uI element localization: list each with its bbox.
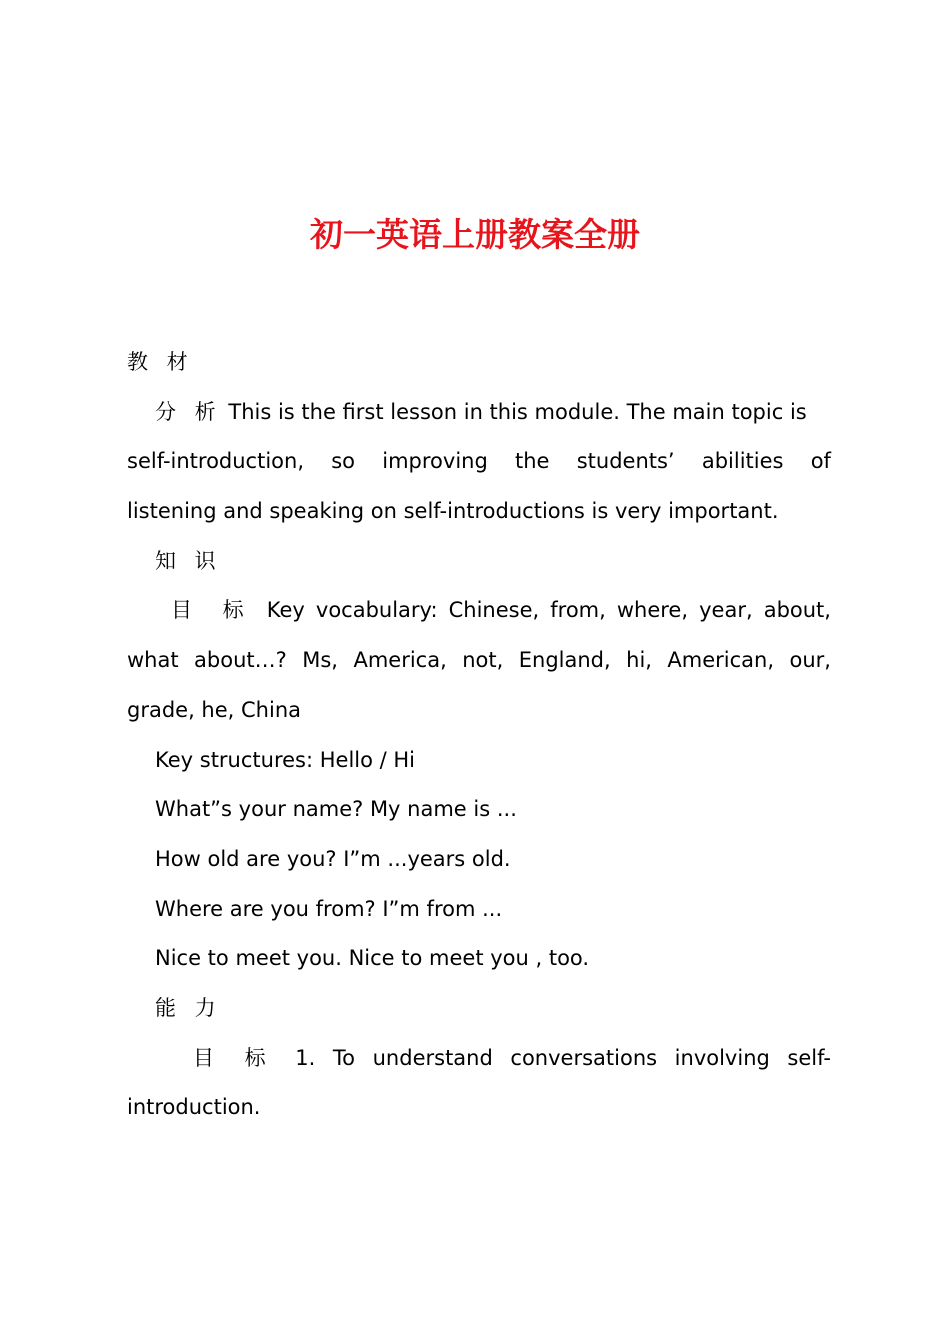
document-body (127, 338, 831, 1133)
teaching-material-label: 教 材 (127, 350, 194, 374)
knowledge-label: 知 识 (155, 548, 222, 573)
structure-line-3: How old are you? I”m ...years old. (155, 846, 511, 871)
word: about…? (194, 648, 287, 673)
word: understand (372, 1045, 493, 1070)
word: hi, (626, 648, 652, 673)
structure-line-4: Where are you from? I”m from ... (155, 896, 503, 921)
word: 1. (295, 1045, 316, 1070)
analysis-text-1: This is the first lesson in this module. The main topic is (228, 399, 807, 424)
analysis-line-1 (127, 388, 831, 438)
analysis-line-2 (127, 437, 831, 487)
word: self-introduction, (127, 449, 305, 474)
goal-label: 目 标 (171, 598, 256, 623)
word: self- (787, 1045, 831, 1070)
word: conversations (510, 1045, 658, 1070)
vocab-line-1 (127, 586, 831, 636)
word: about, (763, 598, 831, 623)
ability-label: 能 力 (155, 995, 222, 1020)
vocab-line-3: grade, he, China (127, 697, 301, 722)
word: Key (266, 598, 305, 623)
vocab-line-2 (127, 636, 831, 686)
word: not, (462, 648, 504, 673)
structure-line-2: What”s your name? My name is ... (155, 797, 517, 822)
word: from, (550, 598, 606, 623)
word: America, (353, 648, 447, 673)
word: Chinese, (448, 598, 540, 623)
word: where, (616, 598, 689, 623)
word: vocabulary: (315, 598, 438, 623)
word: students’ (576, 449, 675, 474)
word: the (515, 449, 550, 474)
structure-line-1: Key structures: Hello / Hi (155, 747, 416, 772)
ability-line-2: introduction. (127, 1095, 261, 1120)
word: improving (382, 449, 488, 474)
word: American, (667, 648, 775, 673)
structure-line-5: Nice to meet you. Nice to meet you , too. (155, 946, 590, 971)
word: of (810, 449, 831, 474)
word: abilities (701, 449, 784, 474)
word: so (331, 449, 356, 474)
word: our, (789, 648, 831, 673)
analysis-line-3: listening and speaking on self-introductions is very important. (127, 499, 779, 524)
word: what (127, 648, 179, 673)
analysis-label: 分 析 (155, 399, 222, 424)
ability-line-1 (127, 1034, 831, 1084)
goal-label: 目 标 (193, 1045, 278, 1070)
word: England, (518, 648, 611, 673)
document-title: 初一英语上册教案全册 (310, 215, 640, 254)
word: To (332, 1045, 356, 1070)
word: year, (699, 598, 753, 623)
word: Ms, (302, 648, 338, 673)
word: involving (674, 1045, 770, 1070)
